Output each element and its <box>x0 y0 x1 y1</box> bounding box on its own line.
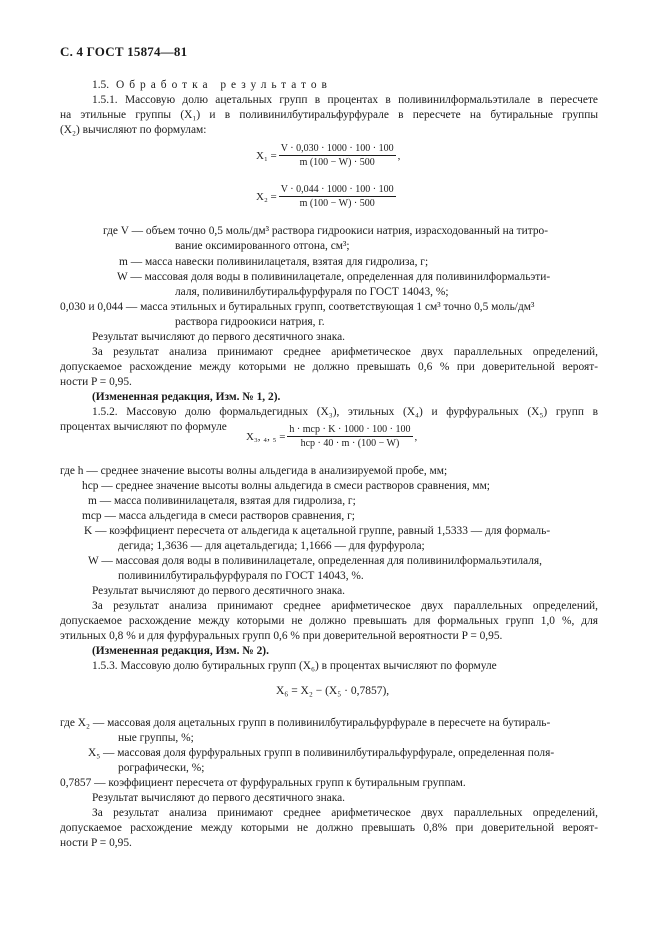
formula-comma: , <box>414 430 418 443</box>
formula-lhs: X₁ = <box>256 149 277 162</box>
definition-line: где h — среднее значение высоты волны альдегида в анализируемой пробе, мм; <box>60 465 448 477</box>
formula-comma: , <box>397 149 401 162</box>
definition-line: mср — масса альдегида в смеси растворов сравнения, г; <box>82 510 355 522</box>
amendment-note: (Измененная редакция, Изм. № 2). <box>92 645 269 657</box>
definition-line: лаля, поливинилбутиральфурфураля по ГОСТ 14043, %; <box>175 286 449 298</box>
formula-x6: X₆ = X₂ − (X₅ · 0,7857), <box>276 685 390 697</box>
formula-lhs: X₃, ₄, ₅ = <box>246 430 286 443</box>
definition-line: W — массовая доля воды в поливинилацетале, определенная для поливинилформальэти- <box>117 271 551 283</box>
definition-line: рографически, %; <box>118 762 205 774</box>
definition-line: K — коэффициент пересчета от альдегида к ацетальной группе, равный 1,5333 — для формаль- <box>84 525 551 537</box>
formula-x345 <box>246 424 417 449</box>
paragraph-line: 1.5.3. Массовую долю бутиральных групп (X₆) в процентах вычисляют по формуле <box>92 660 497 672</box>
paragraph-line: ности P = 0,95. <box>60 376 132 388</box>
definition-line: вание оксимированного отгона, см³; <box>175 240 350 252</box>
amendment-note: (Измененная редакция, Изм. № 1, 2). <box>92 391 281 403</box>
paragraph-line: этильных 0,8 % и для фурфуральных групп 0,6 % при доверительной вероятности P = 0,95. <box>60 630 503 642</box>
paragraph-line: За результат анализа принимают среднее арифметическое двух параллельных определений, <box>92 600 598 612</box>
paragraph-line: ности P = 0,95. <box>60 837 132 849</box>
definition-line: где V — объем точно 0,5 моль/дм³ раствора гидроокиси натрия, израсходованный на титро- <box>103 225 549 237</box>
section-number: 1.5. <box>92 79 110 91</box>
paragraph-line: допускаемое расхождение между которыми не должно превышать 0,8% при доверительной вероят- <box>60 822 598 834</box>
formula-lhs: X₂ = <box>256 190 277 203</box>
result-note: Результат вычисляют до первого десятичного знака. <box>92 585 345 597</box>
formula-numerator: V · 0,030 · 1000 · 100 · 100 <box>280 143 394 154</box>
definition-line: X₅ — массовая доля фурфуральных групп в поливинилбутиральфурфурале, определенная поля- <box>88 747 555 759</box>
paragraph-line: процентах вычисляют по формуле <box>60 421 227 433</box>
formula-numerator: V · 0,044 · 1000 · 100 · 100 <box>280 184 394 195</box>
definition-line: раствора гидроокиси натрия, г. <box>175 316 325 328</box>
formula-denominator: m (100 − W) · 500 <box>299 198 375 209</box>
formula-x2 <box>256 184 398 209</box>
result-note: Результат вычисляют до первого десятичного знака. <box>92 331 345 343</box>
formula-numerator: h · mср · K · 1000 · 100 · 100 <box>289 424 411 435</box>
definition-line: ные группы, %; <box>118 732 194 744</box>
formula-denominator: m (100 − W) · 500 <box>299 157 375 168</box>
definition-line: W — массовая доля воды в поливинилацетале, определенная для поливинилформальэтилаля, <box>88 555 542 567</box>
page-header: С. 4 ГОСТ 15874—81 <box>60 44 188 59</box>
paragraph-line: За результат анализа принимают среднее арифметическое двух параллельных определений, <box>92 346 598 358</box>
paragraph-line: допускаемое расхождение между которыми не должно превышать для формальных групп 1,0 %, для <box>60 615 598 627</box>
definition-line: 0,030 и 0,044 — масса этильных и бутиральных групп, соответствующая 1 см³ точно 0,5 моль/дм³ <box>60 301 535 313</box>
definition-line: m — масса навески поливинилацеталя, взятая для гидролиза, г; <box>119 256 429 268</box>
paragraph-line: на этильные группы (X₁) и в поливинилбутиральфурфурале в пересчете на бутиральные группы <box>60 109 598 121</box>
section-title: Обработка результатов <box>116 79 332 91</box>
paragraph-line: За результат анализа принимают среднее арифметическое двух параллельных определений, <box>92 807 598 819</box>
definition-line: где X₂ — массовая доля ацетальных групп в поливинилбутиральфурфурале в пересчете на бутираль- <box>60 717 551 729</box>
paragraph-line: допускаемое расхождение между которыми не должно превышать 0,6 % при доверительной вероят- <box>60 361 598 373</box>
definition-line: m — масса поливинилацеталя, взятая для гидролиза, г; <box>88 495 356 507</box>
formula-x1 <box>256 143 400 168</box>
formula-denominator: hср · 40 · m · (100 − W) <box>300 438 400 449</box>
result-note: Результат вычисляют до первого десятичного знака. <box>92 792 345 804</box>
definition-line: 0,7857 — коэффициент пересчета от фурфуральных групп к бутиральным группам. <box>60 777 466 789</box>
paragraph-line: 1.5.2. Массовую долю формальдегидных (X₃), этильных (X₄) и фурфуральных (X₅) групп в <box>92 406 598 418</box>
paragraph-line: 1.5.1. Массовую долю ацетальных групп в процентах в поливинилформальэтилале в пересчете <box>92 94 598 106</box>
definition-line: дегида; 1,3636 — для ацетальдегида; 1,1666 — для фурфурола; <box>118 540 425 552</box>
definition-line: поливинилбутиральфурфураля по ГОСТ 14043, %. <box>118 570 364 582</box>
paragraph-line: (X₂) вычисляют по формулам: <box>60 124 207 136</box>
definition-line: hср — среднее значение высоты волны альдегида в смеси растворов сравнения, мм; <box>82 480 490 492</box>
